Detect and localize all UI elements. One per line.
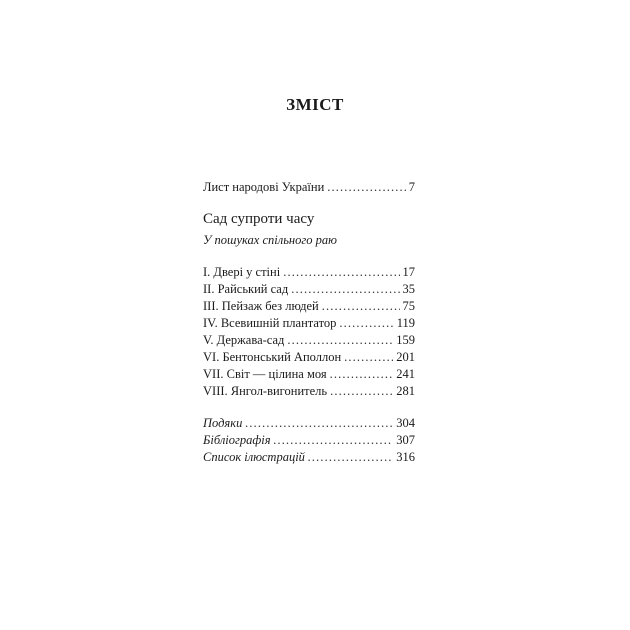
toc-entry-page: 119 xyxy=(396,316,415,330)
toc-entry-page: 159 xyxy=(396,333,415,347)
toc-entry-label: Бібліографія xyxy=(203,433,271,447)
toc-entry-page: 304 xyxy=(396,416,415,430)
dot-leader xyxy=(291,282,399,297)
toc-entry-chapter-3 xyxy=(203,299,415,314)
toc-entry-chapter-4 xyxy=(203,316,415,331)
part-title: Сад супроти часу xyxy=(203,211,315,227)
toc-entry-label: Лист народові України xyxy=(203,180,325,194)
dot-leader xyxy=(344,350,393,365)
dot-leader xyxy=(245,416,393,431)
dot-leader xyxy=(274,433,394,448)
toc-entry-acknowledgements xyxy=(203,416,415,431)
toc-entry-chapter-8 xyxy=(203,384,415,399)
toc-entry-chapter-6 xyxy=(203,350,415,365)
page-title: ЗМІСТ xyxy=(286,95,344,114)
toc-entry-label: VI. Бентонський Аполлон xyxy=(203,350,342,364)
dot-leader xyxy=(322,299,400,314)
toc-entry-illustrations xyxy=(203,450,415,465)
part-subtitle: У пошуках спільного раю xyxy=(203,233,337,247)
toc-entry-bibliography xyxy=(203,433,415,448)
toc-entry-page: 17 xyxy=(402,265,415,279)
toc-entry-chapter-2 xyxy=(203,282,415,297)
dot-leader xyxy=(339,316,393,331)
toc-entry-label: VIII. Янгол-вигонитель xyxy=(203,384,328,398)
toc-entry-label: Список ілюстрацій xyxy=(203,450,305,464)
toc-entry-page: 241 xyxy=(396,367,415,381)
toc-entry-label: II. Райський сад xyxy=(203,282,289,296)
toc-entry-chapter-1 xyxy=(203,265,415,280)
dot-leader xyxy=(330,384,393,399)
dot-leader xyxy=(283,265,399,280)
toc-entry-page: 201 xyxy=(396,350,415,364)
dot-leader xyxy=(308,450,393,465)
toc-entry-page: 75 xyxy=(402,299,415,313)
dot-leader xyxy=(287,333,393,348)
toc-entry-label: I. Двері у стіні xyxy=(203,265,281,279)
toc-entry-label: VII. Світ — цілина моя xyxy=(203,367,327,381)
dot-leader xyxy=(330,367,394,382)
toc-entry-page: 316 xyxy=(396,450,415,464)
toc-entry-page: 307 xyxy=(396,433,415,447)
toc-entry-label: IV. Всевишній плантатор xyxy=(203,316,337,330)
toc-entry-intro xyxy=(203,180,415,195)
toc-entry-label: III. Пейзаж без людей xyxy=(203,299,319,313)
toc-entry-chapter-5 xyxy=(203,333,415,348)
toc-entry-label: V. Держава-сад xyxy=(203,333,285,347)
toc-entry-chapter-7 xyxy=(203,367,415,382)
toc-entry-page: 7 xyxy=(408,180,415,194)
toc-entry-page: 281 xyxy=(396,384,415,398)
toc-entry-page: 35 xyxy=(402,282,415,296)
toc-entry-label: Подяки xyxy=(203,416,243,430)
dot-leader xyxy=(327,180,405,195)
